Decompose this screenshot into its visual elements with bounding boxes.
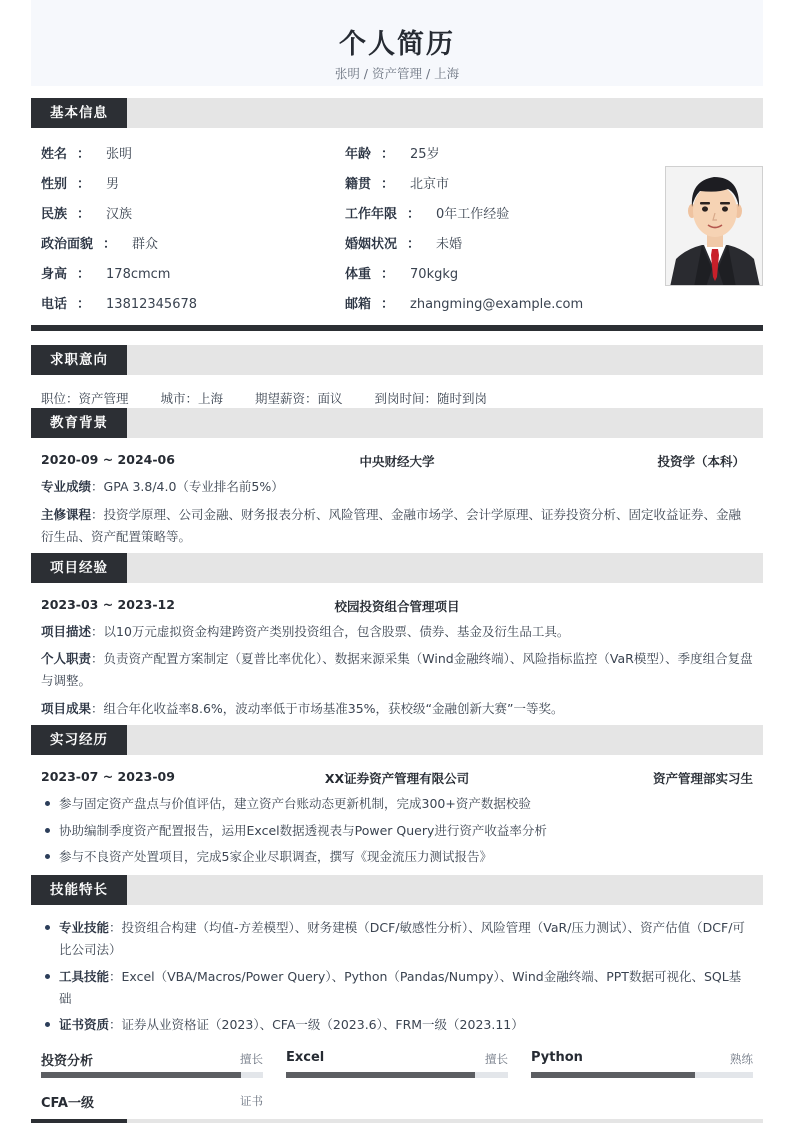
section-basic-info [31, 98, 763, 128]
footer-rule [127, 1119, 763, 1123]
info-value: 张明 [106, 147, 133, 162]
info-marital-status: 婚姻状况 ： 未婚 [345, 237, 463, 252]
project-period: 2023-03 ~ 2023-12 [41, 597, 175, 612]
info-value: 北京市 [410, 177, 450, 192]
education-courses [41, 504, 753, 548]
info-value: 13812345678 [106, 297, 198, 312]
skill-level: 证书 [240, 1094, 263, 1108]
list-item: 协助编制季度资产配置报告，运用Excel数据透视表与Power Query进行资产收益率分析 [41, 820, 753, 842]
courses-text: ：投资学原理、公司金融、财务报表分析、风险管理、金融市场学、会计学原理、证券投资分析、固定收益证券、金融衍生品、资产配置策略等。 [41, 507, 742, 544]
skill-bar-cfa [41, 1092, 263, 1122]
internship-header-row [41, 769, 753, 787]
list-item: 证书资质：证券从业资格证（2023）、CFA一级（2023.6）、FRM一级（2023.11） [41, 1014, 753, 1036]
info-key: 邮箱 [345, 297, 372, 312]
duty-text: ：负责资产配置方案制定（夏普比率优化）、数据来源采集（Wind金融终端）、风险指标监控（VaR模型）、季度组合复盘与调整。 [41, 651, 753, 688]
education-school: 中央财经大学 [359, 454, 435, 469]
skill-name: 投资分析 [41, 1054, 94, 1069]
intent-city: 城市：上海 [160, 391, 224, 406]
bullet-icon [45, 801, 50, 806]
info-phone: 电话 ： 13812345678 [41, 297, 198, 312]
info-key: 籍贯 [345, 177, 372, 192]
avatar-photo [665, 166, 763, 286]
info-key: 民族 [41, 207, 68, 222]
info-value: zhangming@example.com [410, 297, 584, 312]
skill-track [41, 1072, 263, 1078]
intent-arrival: 到岗时间：随时到岗 [374, 391, 488, 406]
info-work-years: 工作年限 ： 0年工作经验 [345, 207, 510, 222]
skill-bar-excel [286, 1050, 508, 1080]
internship-role: 资产管理部实习生 [652, 771, 753, 786]
info-key: 年龄 [345, 147, 372, 162]
info-height: 身高 ： 178cmcm [41, 267, 171, 282]
page-title: 个人简历 [339, 29, 455, 60]
result-label: 项目成果 [41, 701, 92, 716]
education-period: 2020-09 ~ 2024-06 [41, 452, 175, 467]
project-result [41, 698, 753, 720]
skill-level: 擅长 [485, 1052, 508, 1066]
bullet-icon [45, 854, 50, 859]
section-title: 教育背景 [31, 408, 127, 438]
internship-company: XX证券资产管理有限公司 [324, 771, 470, 786]
skill-track [286, 1072, 508, 1078]
section-skills [31, 875, 763, 905]
info-hometown: 籍贯 ： 北京市 [345, 177, 450, 192]
bullet-icon [45, 925, 50, 930]
info-name: 姓名 ： 张明 [41, 147, 133, 162]
section-internship [31, 725, 763, 755]
section-title: 项目经验 [31, 553, 127, 583]
info-value: 男 [106, 177, 120, 192]
desc-label: 项目描述 [41, 624, 92, 639]
list-item: 工具技能：Excel（VBA/Macros/Power Query）、Python（Pandas/Numpy）、Wind金融终端、PPT数据可视化、SQL基础 [41, 966, 753, 1010]
skill-fill [41, 1072, 241, 1078]
info-value: 群众 [132, 237, 159, 252]
desc-text: ：以10万元虚拟资金构建跨资产类别投资组合，包含股票、债券、基金及衍生品工具。 [91, 624, 570, 639]
section-job-intent [31, 345, 763, 375]
courses-label: 主修课程 [41, 507, 92, 522]
list-item: 专业技能：投资组合构建（均值-方差模型）、财务建模（DCF/敏感性分析）、风险管理（VaR/压力测试）、资产估值（DCF/可比公司法） [41, 917, 753, 961]
info-value: 汉族 [106, 207, 133, 222]
info-value: 0年工作经验 [436, 207, 510, 222]
duty-label: 个人职责 [41, 651, 92, 666]
skill-bar-investment [41, 1050, 263, 1080]
info-key: 电话 [41, 297, 68, 312]
skill-name: Python [531, 1050, 583, 1065]
info-key: 姓名 [41, 147, 68, 162]
section-education [31, 408, 763, 438]
info-weight: 体重 ： 70kgkg [345, 267, 459, 282]
info-age: 年龄 ： 25岁 [345, 147, 440, 162]
section-title: 基本信息 [31, 98, 127, 128]
intent-position: 职位：资产管理 [41, 391, 129, 406]
project-description [41, 621, 753, 643]
section-title: 技能特长 [31, 875, 127, 905]
skill-name: Excel [286, 1050, 325, 1065]
info-value: 未婚 [436, 237, 463, 252]
bullet-icon [45, 1022, 50, 1027]
score-text: ：GPA 3.8/4.0（专业排名前5%） [91, 479, 284, 494]
skill-bar-python [531, 1050, 753, 1080]
skill-track [531, 1072, 753, 1078]
info-email: 邮箱 ： zhangming@example.com [345, 297, 584, 312]
info-value: 70kgkg [410, 267, 459, 282]
skill-fill [286, 1072, 475, 1078]
education-score [41, 476, 753, 498]
education-major: 投资学（本科） [657, 454, 745, 469]
list-item: 参与固定资产盘点与价值评估，建立资产台账动态更新机制，完成300+资产数据校验 [41, 793, 753, 815]
education-header-row [41, 452, 753, 470]
section-title: 求职意向 [31, 345, 127, 375]
info-key: 性别 [41, 177, 68, 192]
bullet-icon [45, 828, 50, 833]
avatar-illustration [666, 167, 763, 286]
page-subtitle: 张明 / 资产管理 / 上海 [334, 66, 460, 81]
intent-salary: 期望薪资：面议 [255, 391, 343, 406]
info-political-status: 政治面貌 ： 群众 [41, 237, 159, 252]
internship-period: 2023-07 ~ 2023-09 [41, 769, 175, 784]
skill-fill [531, 1072, 695, 1078]
skill-level: 擅长 [240, 1052, 263, 1066]
skill-name: CFA一级 [41, 1096, 94, 1111]
job-intent-row [41, 389, 515, 407]
section-title: 实习经历 [31, 725, 127, 755]
project-header-row [41, 597, 753, 615]
info-key: 政治面貌 [41, 237, 94, 252]
result-text: ：组合年化收益率8.6%，波动率低于市场基准35%，获校级“金融创新大赛”一等奖。 [91, 701, 564, 716]
footer-accent [31, 1119, 127, 1123]
section-project [31, 553, 763, 583]
bullet-icon [45, 974, 50, 979]
info-value: 178cmcm [106, 267, 171, 282]
list-item: 参与不良资产处置项目，完成5家企业尽职调查，撰写《现金流压力测试报告》 [41, 846, 753, 868]
info-key: 婚姻状况 [345, 237, 398, 252]
info-key: 身高 [41, 267, 68, 282]
info-value: 25岁 [410, 147, 440, 162]
score-label: 专业成绩 [41, 479, 92, 494]
info-ethnicity: 民族 ： 汉族 [41, 207, 133, 222]
info-key: 体重 [345, 267, 372, 282]
project-name: 校园投资组合管理项目 [334, 599, 460, 614]
project-duty [41, 648, 753, 692]
info-key: 工作年限 [345, 207, 398, 222]
info-gender: 性别 ： 男 [41, 177, 120, 192]
section-divider [31, 325, 763, 331]
skill-level: 熟练 [730, 1052, 753, 1066]
